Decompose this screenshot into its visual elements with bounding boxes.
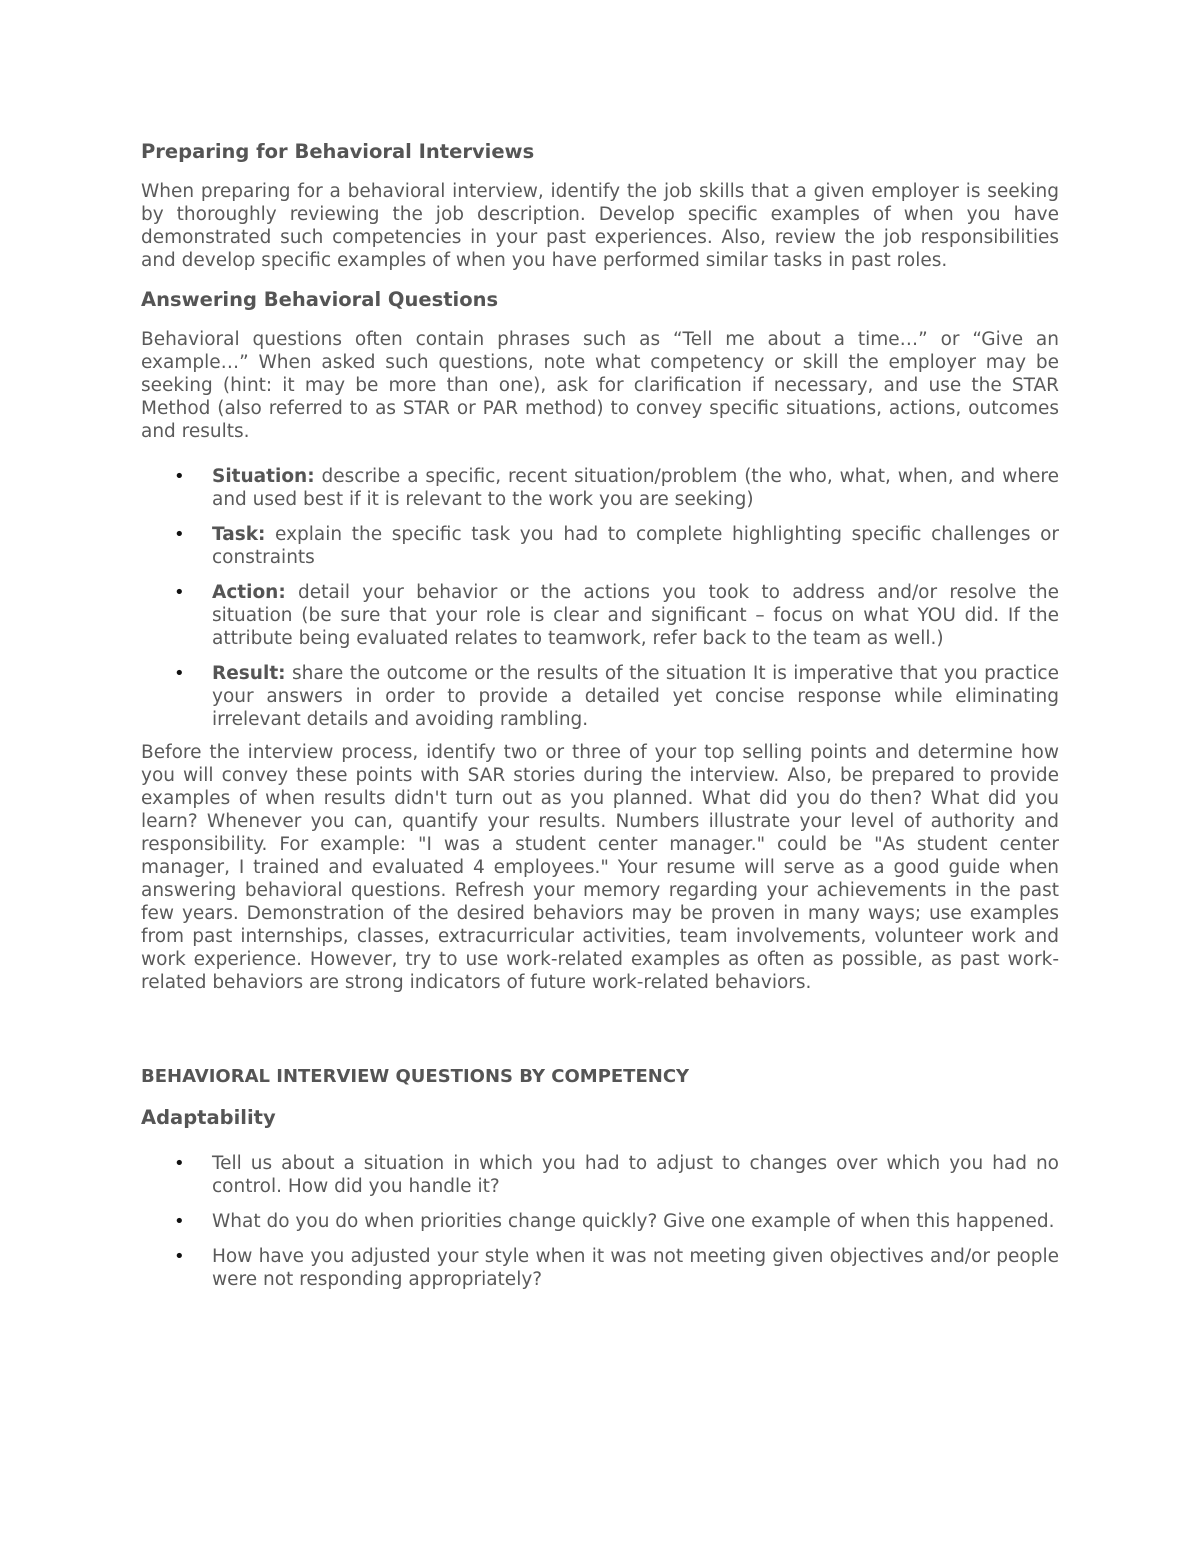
blank-space <box>141 1008 1059 1064</box>
star-text-action: detail your behavior or the actions you took to address and/or resolve the situation (be sure that your role is clear and significant – focus on what YOU did. If the attribute being evaluated relates to teamwork, refer back to the team as well.) <box>212 582 1059 649</box>
bullet-icon: • <box>174 1153 185 1174</box>
list-item <box>141 1245 1059 1291</box>
section-title-answering: Answering Behavioral Questions <box>141 288 499 311</box>
paragraph-answering: Behavioral questions often contain phrases such as “Tell me about a time…” or “Give an example…” When asked such questions, note what competency or skill the employer may be seeking (hint: it may be more than one), ask for clarification if necessary, and use the STAR Method (also referred to as STAR or PAR method) to convey specific situations, actions, outcomes and results. <box>141 329 1059 442</box>
star-text-result: share the outcome or the results of the situation It is imperative that you practice your answers in order to provide a detailed yet concise response while eliminating irrelevant details and avoiding rambling. <box>212 663 1059 730</box>
list-item-situation <box>141 465 1059 511</box>
star-text-situation: describe a specific, recent situation/problem (the who, what, when, and where and used best if it is relevant to the work you are seeking) <box>212 466 1059 510</box>
section-title-preparing: Preparing for Behavioral Interviews <box>141 140 535 163</box>
question-text: How have you adjusted your style when it was not meeting given objectives and/or people were not responding appropriately? <box>212 1246 1059 1290</box>
star-label-situation: Situation: <box>212 466 315 487</box>
bullet-icon: • <box>174 524 185 545</box>
bullet-icon: • <box>174 466 185 487</box>
adaptability-question-list <box>141 1152 1059 1291</box>
star-text-task: explain the specific task you had to complete highlighting specific challenges or constraints <box>212 524 1059 568</box>
list-item <box>141 1210 1059 1233</box>
question-text: What do you do when priorities change quickly? Give one example of when this happened. <box>212 1211 1055 1232</box>
bullet-icon: • <box>174 663 185 684</box>
paragraph-preparing: When preparing for a behavioral interview, identify the job skills that a given employer is seeking by thoroughly reviewing the job description. Develop specific examples of when you have demonstrated such competencies in your past experiences. Also, review the job responsibilities and develop specific examples of when you have performed similar tasks in past roles. <box>141 181 1059 271</box>
paragraph-before-interview: Before the interview process, identify two or three of your top selling points and determine how you will convey these points with SAR stories during the interview. Also, be prepared to provide examples of when results didn't turn out as you planned. What did you do then? What did you learn? Whenever you can, quantify your results. Numbers illustrate your level of authority and responsibility. For example: "I was a student center manager." could be "As student center manager, I trained and evaluated 4 employees." Your resume will serve as a good guide when answering behavioral questions. Refresh your memory regarding your achievements in the past few years. Demonstration of the desired behaviors may be proven in many ways; use examples from past internships, classes, extracurricular activities, team involvements, volunteer work and work experience. However, try to use work-related examples as often as possible, as past work-related behaviors are strong indicators of future work-related behaviors. <box>141 742 1059 993</box>
bullet-icon: • <box>174 582 185 603</box>
document-page <box>141 138 1059 1303</box>
list-item-task <box>141 523 1059 569</box>
star-label-action: Action: <box>212 582 286 603</box>
list-item-result <box>141 662 1059 731</box>
question-text: Tell us about a situation in which you had to adjust to changes over which you had no control. How did you handle it? <box>212 1153 1059 1197</box>
bullet-icon: • <box>174 1246 185 1267</box>
bullet-icon: • <box>174 1211 185 1232</box>
star-label-task: Task: <box>212 524 266 545</box>
section-title-questions-by-competency: BEHAVIORAL INTERVIEW QUESTIONS BY COMPETENCY <box>141 1066 690 1087</box>
list-item-action <box>141 581 1059 650</box>
competency-title-adaptability: Adaptability <box>141 1106 276 1129</box>
star-label-result: Result: <box>212 663 286 684</box>
star-method-list <box>141 465 1059 731</box>
list-item <box>141 1152 1059 1198</box>
